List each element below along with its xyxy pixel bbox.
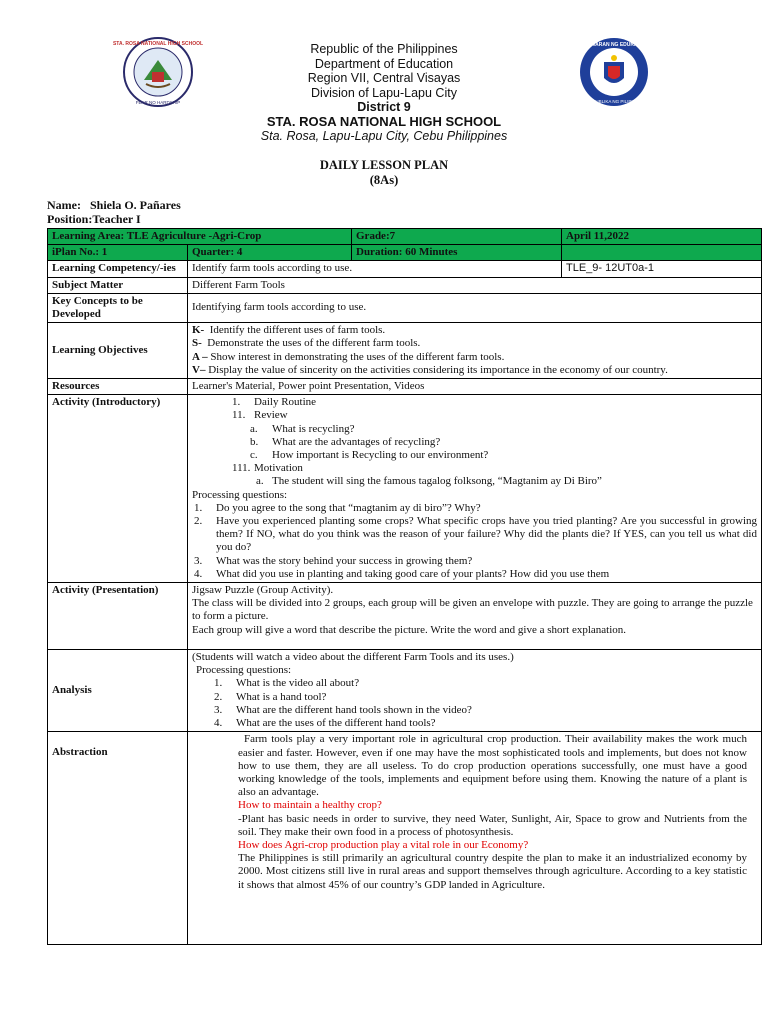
resources-label: Resources	[48, 379, 188, 395]
objective-item: K- Identify the different uses of farm tools.	[192, 324, 386, 337]
intro-label: Activity (Introductory)	[48, 395, 188, 583]
list-item: a. The student will sing the famous tagalog folksong, “Magtanim ay Di Biro”	[256, 475, 602, 488]
objective-item: A – Show interest in demonstrating the uses of the different farm tools.	[192, 350, 505, 363]
letterhead-text	[184, 42, 584, 144]
position-line	[47, 212, 141, 226]
name-label: Name:	[47, 198, 81, 212]
position-label: Position:	[47, 212, 93, 226]
document-subtitle: (8As)	[369, 173, 399, 187]
grade: Grade:7	[352, 229, 562, 245]
objectives	[188, 323, 762, 379]
header-line: Republic of the Philippines	[310, 42, 458, 56]
table-row	[48, 229, 762, 245]
table-row	[48, 293, 762, 322]
position-value: Teacher I	[92, 212, 141, 226]
table-row	[48, 583, 762, 650]
analysis-intro: (Students will watch a video about the different Farm Tools and its uses.)	[192, 651, 514, 664]
teacher-name: Shiela O. Pañares	[89, 198, 181, 212]
analysis-processing-label: Processing questions:	[196, 664, 292, 677]
abstraction-question: How does Agri-crop production play a vital role in our Economy?	[238, 838, 529, 851]
processing-label: Processing questions:	[192, 488, 288, 501]
table-row	[48, 261, 762, 277]
presentation-line: The class will be divided into 2 groups, each group will be given an envelope with puzzle. They are going to arrange the puzzle to form a picture.	[192, 597, 753, 623]
list-item: 3. What are the different hand tools shown in the video?	[214, 703, 472, 716]
list-item: 1. Do you agree to the song that “magtanim ay di biro”? Why?	[194, 501, 481, 514]
header-line: Region VII, Central Visayas	[307, 71, 461, 85]
list-item: 2. Have you experienced planting some crops? What specific crops have you tried planting? Are you successful in growing them? If NO, what do you think was the reason of your failure? Why did the plants die? If YES, can you tell us what did you do?	[194, 515, 757, 554]
header-line: Division of Lapu-Lapu City	[311, 85, 457, 100]
deped-seal-text: KAGAWARAN NG EDUKASYON	[576, 42, 652, 48]
list-item: 1. Daily Routine	[232, 396, 317, 409]
presentation-content	[188, 583, 762, 650]
district: District 9	[357, 100, 411, 114]
school-name: STA. ROSA NATIONAL HIGH SCHOOL	[266, 113, 502, 129]
objective-item: V– Display the value of sincerity on the activities considering its importance in the economy of our country.	[192, 363, 668, 376]
concepts: Identifying farm tools according to use.	[188, 293, 762, 322]
school-logo-text: STA. ROSA NATIONAL HIGH SCHOOL	[112, 41, 204, 47]
analysis-content	[188, 650, 762, 732]
subject: Different Farm Tools	[188, 277, 762, 293]
list-item: 2. What is a hand tool?	[214, 690, 327, 703]
table-row	[48, 650, 762, 732]
resources: Learner's Material, Power point Presentation, Videos	[188, 379, 762, 395]
table-row	[48, 379, 762, 395]
school-logo-motto: FEAR NO HARDSHIP	[135, 100, 181, 105]
list-item: a. What is recycling?	[250, 422, 355, 435]
lesson-plan-table	[47, 228, 762, 945]
list-item: c. How important is Recycling to our environment?	[250, 449, 489, 462]
abstraction-label: Abstraction	[48, 732, 188, 945]
list-item: 1. What is the video all about?	[214, 677, 360, 690]
table-row	[48, 323, 762, 379]
abstraction-paragraph: The Philippines is still primarily an agricultural country despite the plan to make it an industrialized economy by 2000. Most citizens still live in rural areas and support themselves through agriculture. According to a key statistic it shows that almost 45% of our country’s GDP landed in Agriculture.	[238, 852, 747, 891]
table-row	[48, 245, 762, 261]
school-address: Sta. Rosa, Lapu-Lapu City, Cebu Philippines	[260, 129, 508, 143]
presentation-line: Each group will give a word that describe the picture. Write the word and give a short explanation.	[192, 623, 627, 636]
duration: Duration: 60 Minutes	[352, 245, 562, 261]
letterhead	[0, 0, 768, 150]
list-item: 111. Motivation	[232, 462, 303, 475]
objective-item: S- Demonstrate the uses of the different farm tools.	[192, 337, 421, 350]
deped-seal-sub: REPUBLIKA NG PILIPINAS	[586, 99, 642, 104]
abstraction-question: How to maintain a healthy crop?	[238, 799, 382, 812]
concepts-label: Key Concepts to be Developed	[48, 293, 188, 322]
table-row	[48, 732, 762, 945]
deped-seal	[578, 36, 650, 108]
subject-label: Subject Matter	[48, 277, 188, 293]
presentation-line: Jigsaw Puzzle (Group Activity).	[192, 584, 334, 597]
objectives-label: Learning Objectives	[48, 323, 188, 379]
competency: Identify farm tools according to use.	[188, 261, 562, 277]
list-item: 4. What did you use in planting and taking good care of your plants? How did you use them	[194, 567, 610, 580]
abstraction-paragraph: Farm tools play a very important role in agricultural crop production. Their availability makes the work much easier and faster. However, even if one may have the most sophisticated tools and implements, but does not know how to use them, they are all useless. To do crop production operations successfully, one must have a good working knowledge of the tools, implements and equipment before using them. Knowing the nature of a plant is also an advantage.	[238, 733, 747, 799]
header-line: Department of Education	[314, 56, 454, 71]
list-item: 4. What are the uses of the different hand tools?	[214, 717, 436, 730]
quarter: Quarter: 4	[188, 245, 352, 261]
list-item: b. What are the advantages of recycling?	[250, 435, 441, 448]
abstraction-content	[188, 732, 762, 945]
teacher-name-line	[47, 198, 181, 212]
date: April 11,2022	[562, 229, 762, 245]
learning-area: Learning Area: TLE Agriculture -Agri-Crop	[48, 229, 352, 245]
competency-code: TLE_9- 12UT0a-1	[562, 261, 762, 277]
table-row	[48, 395, 762, 583]
list-item: 3. What was the story behind your success in growing them?	[194, 554, 473, 567]
intro-content	[188, 395, 762, 583]
table-row	[48, 277, 762, 293]
analysis-label: Analysis	[48, 650, 188, 732]
presentation-label: Activity (Presentation)	[48, 583, 188, 650]
abstraction-paragraph: -Plant has basic needs in order to survive, they need Water, Sunlight, Air, Space to grow and Nutrients from the soil. They make their own food in a process of photosynthesis.	[238, 812, 747, 838]
competency-label: Learning Competency/-ies	[48, 261, 188, 277]
document-title: DAILY LESSON PLAN	[319, 158, 449, 172]
iplan: iPlan No.: 1	[48, 245, 188, 261]
list-item: 11. Review	[232, 409, 288, 422]
